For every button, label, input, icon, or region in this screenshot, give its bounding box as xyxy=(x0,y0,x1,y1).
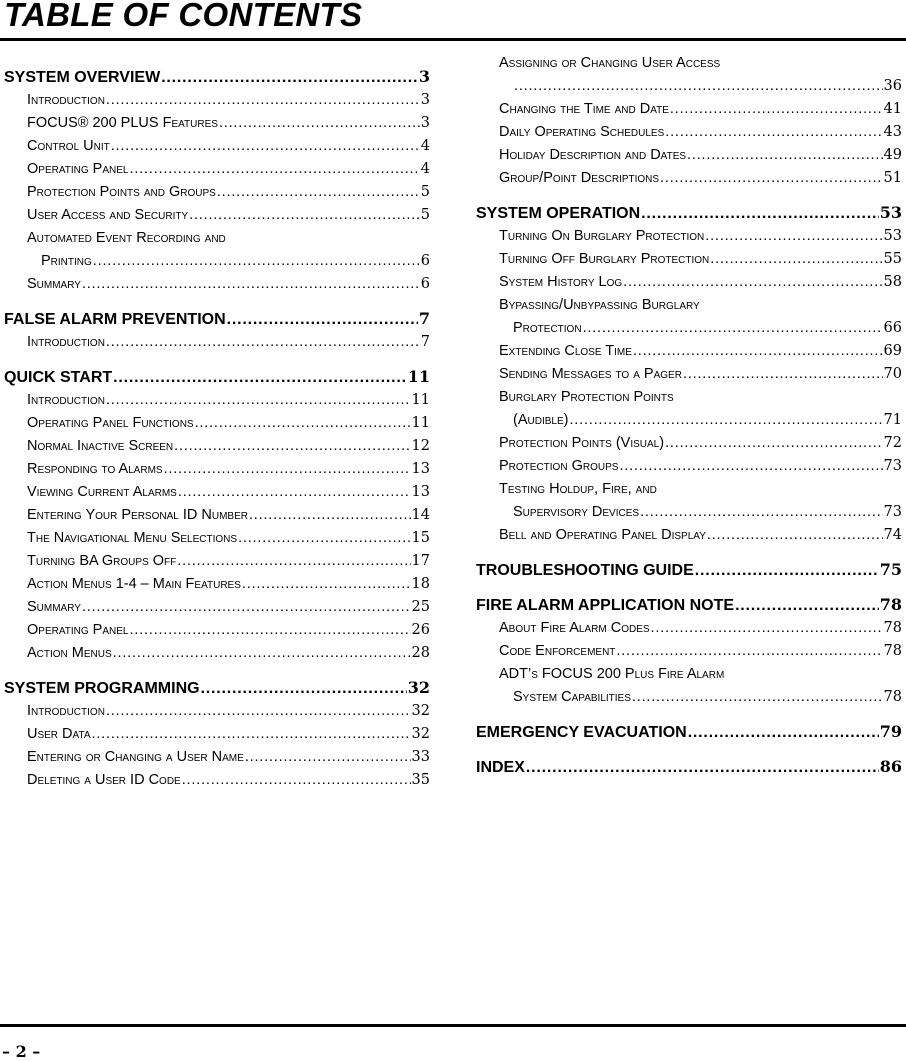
toc-page-number: 79 xyxy=(879,722,902,741)
leader-dots xyxy=(129,619,410,642)
toc-entry[interactable] xyxy=(476,98,902,121)
toc-entry[interactable] xyxy=(4,273,430,296)
leader-dots xyxy=(683,363,883,386)
leader-dots xyxy=(641,202,879,225)
toc-section-entry[interactable] xyxy=(4,676,430,700)
leader-dots xyxy=(707,524,883,547)
toc-entry-label: Turning On Burglary Protection xyxy=(499,228,705,244)
toc-page-number: 73 xyxy=(883,504,902,520)
toc-section-entry[interactable] xyxy=(4,365,430,389)
toc-entry[interactable] xyxy=(476,363,902,386)
toc-entry-label: Action Menus xyxy=(27,645,112,661)
toc-entry[interactable] xyxy=(4,89,430,112)
toc-section-label: INDEX xyxy=(476,759,525,776)
toc-section-label: EMERGENCY EVACUATION xyxy=(476,724,687,741)
toc-page-number: 11 xyxy=(411,392,430,408)
toc-entry-label: Assigning or Changing User Access xyxy=(499,55,721,71)
toc-entry[interactable] xyxy=(4,723,430,746)
bottom-rule xyxy=(0,1024,906,1027)
leader-dots xyxy=(106,89,420,112)
toc-page-number: 58 xyxy=(883,274,902,290)
leader-dots xyxy=(113,642,411,665)
toc-page-number: 86 xyxy=(879,757,902,776)
toc-entry[interactable] xyxy=(4,181,430,204)
toc-entry-label: Introduction xyxy=(27,334,105,350)
toc-section-label: TROUBLESHOOTING GUIDE xyxy=(476,562,694,579)
leader-dots xyxy=(665,121,882,144)
toc-page-number: 78 xyxy=(883,689,902,705)
leader-dots xyxy=(705,225,882,248)
toc-section-entry[interactable] xyxy=(4,307,430,331)
toc-entry-label: Testing Holdup, Fire, and xyxy=(499,481,657,497)
leader-dots xyxy=(177,550,410,573)
toc-entry[interactable] xyxy=(476,121,902,144)
toc-entry[interactable] xyxy=(476,248,902,271)
toc-entry-label: User Access and Security xyxy=(27,207,189,223)
leader-dots xyxy=(182,769,411,792)
toc-entry[interactable] xyxy=(4,504,430,527)
toc-page-number: 5 xyxy=(420,207,430,223)
leader-dots xyxy=(245,746,411,769)
toc-entry-label: Protection Points (Visual) xyxy=(499,435,665,451)
toc-page-number: 72 xyxy=(883,435,902,451)
toc-entry-label: Introduction xyxy=(27,92,105,108)
toc-entry[interactable] xyxy=(4,769,430,792)
toc-entry-label-continued: Protection xyxy=(513,320,582,336)
toc-section-label: SYSTEM OPERATION xyxy=(476,205,641,222)
toc-entry[interactable] xyxy=(4,112,430,135)
toc-section-entry[interactable] xyxy=(476,558,902,582)
toc-entry[interactable] xyxy=(4,135,430,158)
toc-entry-label-continued: Supervisory Devices xyxy=(513,504,640,520)
leader-dots xyxy=(195,412,411,435)
toc-entry[interactable] xyxy=(4,527,430,550)
leader-dots xyxy=(227,308,418,331)
toc-page-number: 74 xyxy=(883,527,902,543)
toc-entry-label: FOCUS® 200 PLUS Features xyxy=(27,115,218,131)
toc-page-number: 3 xyxy=(418,67,430,86)
toc-page-number: 70 xyxy=(883,366,902,382)
leader-dots xyxy=(189,204,420,227)
toc-entry[interactable] xyxy=(476,225,902,248)
toc-entry-label: Summary xyxy=(27,599,81,615)
toc-page-number: 13 xyxy=(411,484,430,500)
toc-page-number: 66 xyxy=(883,320,902,336)
toc-page-number: 32 xyxy=(411,726,430,742)
toc-right-column xyxy=(476,52,902,779)
toc-entry-label: Entering or Changing a User Name xyxy=(27,749,244,765)
toc-entry-label: Operating Panel Functions xyxy=(27,415,194,431)
toc-entry-label: Deleting a User ID Code xyxy=(27,772,181,788)
toc-page-number: 11 xyxy=(407,367,430,386)
toc-page-number: 13 xyxy=(411,461,430,477)
toc-section-entry[interactable] xyxy=(476,593,902,617)
toc-entry[interactable] xyxy=(476,294,902,340)
leader-dots xyxy=(710,248,882,271)
toc-page-number: 41 xyxy=(883,101,902,117)
toc-page-number: 78 xyxy=(883,643,902,659)
toc-page-number: 33 xyxy=(411,749,430,765)
leader-dots xyxy=(249,504,411,527)
toc-entry[interactable] xyxy=(476,617,902,640)
toc-entry-label: Holiday Description and Dates xyxy=(499,147,687,163)
leader-dots xyxy=(92,723,411,746)
leader-dots xyxy=(82,596,411,619)
toc-page-number: 69 xyxy=(883,343,902,359)
toc-entry-label: Bell and Operating Panel Display xyxy=(499,527,706,543)
leader-dots xyxy=(242,573,411,596)
page-title: TABLE OF CONTENTS xyxy=(4,0,363,33)
toc-page-number: 28 xyxy=(411,645,430,661)
toc-entry-label: Control Unit xyxy=(27,138,110,154)
toc-page-number: 7 xyxy=(418,309,430,328)
toc-page-number: 25 xyxy=(411,599,430,615)
leader-dots xyxy=(633,340,883,363)
toc-entry-label: About Fire Alarm Codes xyxy=(499,620,650,636)
leader-dots xyxy=(619,455,882,478)
toc-entry-label: Introduction xyxy=(27,392,105,408)
toc-entry[interactable] xyxy=(4,458,430,481)
toc-page-number: 11 xyxy=(411,415,430,431)
toc-section-label: SYSTEM PROGRAMMING xyxy=(4,680,200,697)
leader-dots xyxy=(735,594,879,617)
toc-entry[interactable] xyxy=(476,663,902,709)
top-rule xyxy=(0,38,906,41)
toc-page-number: 51 xyxy=(883,170,902,186)
toc-entry[interactable] xyxy=(4,435,430,458)
toc-page-number: 17 xyxy=(411,553,430,569)
toc-entry[interactable] xyxy=(476,478,902,524)
toc-entry[interactable] xyxy=(476,52,902,98)
toc-entry-label: Viewing Current Alarms xyxy=(27,484,177,500)
toc-entry-label: Changing the Time and Date xyxy=(499,101,669,117)
toc-page-number: 35 xyxy=(411,772,430,788)
leader-dots xyxy=(111,135,420,158)
toc-page-number: 43 xyxy=(883,124,902,140)
toc-page-number: 49 xyxy=(883,147,902,163)
leader-dots xyxy=(129,158,419,181)
toc-page-number: 18 xyxy=(411,576,430,592)
leader-dots xyxy=(632,686,883,709)
toc-entry[interactable] xyxy=(4,481,430,504)
toc-page-number: 5 xyxy=(420,184,430,200)
toc-page-number: 36 xyxy=(883,78,902,94)
toc-entry[interactable] xyxy=(476,524,902,547)
toc-page-number: 6 xyxy=(420,276,430,292)
toc-page-number: 3 xyxy=(420,92,430,108)
leader-dots xyxy=(623,271,882,294)
toc-page-number: 71 xyxy=(883,412,902,428)
leader-dots xyxy=(217,181,420,204)
toc-entry-label-continued: System Capabilities xyxy=(513,689,631,705)
toc-page-number: 53 xyxy=(883,228,902,244)
leader-dots xyxy=(660,167,883,190)
toc-entry[interactable] xyxy=(4,204,430,227)
toc-entry[interactable] xyxy=(4,573,430,596)
toc-page-number: 4 xyxy=(420,161,430,177)
leader-dots xyxy=(695,559,879,582)
toc-entry-label: ADT’s FOCUS 200 Plus Fire Alarm xyxy=(499,666,725,682)
toc-entry[interactable] xyxy=(4,700,430,723)
toc-entry-label: The Navigational Menu Selections xyxy=(27,530,238,546)
toc-entry[interactable] xyxy=(476,340,902,363)
toc-entry[interactable] xyxy=(4,596,430,619)
toc-page-number: 73 xyxy=(883,458,902,474)
toc-page-number: 32 xyxy=(411,703,430,719)
leader-dots xyxy=(164,458,411,481)
toc-entry[interactable] xyxy=(4,158,430,181)
toc-entry[interactable] xyxy=(4,619,430,642)
leader-dots xyxy=(201,677,407,700)
toc-entry-label: Operating Panel xyxy=(27,622,129,638)
toc-left-column xyxy=(4,65,430,792)
toc-entry[interactable] xyxy=(476,144,902,167)
toc-entry-label: Group/Point Descriptions xyxy=(499,170,660,186)
toc-entry[interactable] xyxy=(476,271,902,294)
toc-page-number: 75 xyxy=(879,560,902,579)
toc-entry[interactable] xyxy=(476,432,902,455)
leader-dots xyxy=(640,501,882,524)
toc-entry-label-continued: Printing xyxy=(41,253,92,269)
toc-entry[interactable] xyxy=(476,386,902,432)
leader-dots xyxy=(106,700,411,723)
toc-section-label: QUICK START xyxy=(4,369,113,386)
toc-entry[interactable] xyxy=(476,640,902,663)
toc-entry[interactable] xyxy=(476,167,902,190)
toc-entry-label: Extending Close Time xyxy=(499,343,632,359)
toc-entry[interactable] xyxy=(4,412,430,435)
toc-entry[interactable] xyxy=(476,455,902,478)
leader-dots xyxy=(93,250,420,273)
leader-dots xyxy=(526,756,879,779)
toc-page-number: 12 xyxy=(411,438,430,454)
leader-dots xyxy=(178,481,411,504)
leader-dots xyxy=(514,75,883,98)
toc-entry-label: Normal Inactive Screen xyxy=(27,438,174,454)
toc-entry-label: Summary xyxy=(27,276,81,292)
toc-page-number: 3 xyxy=(420,115,430,131)
toc-section-label: SYSTEM OVERVIEW xyxy=(4,69,161,86)
toc-page-number: 7 xyxy=(420,334,430,350)
toc-entry[interactable] xyxy=(4,389,430,412)
toc-page-number: 32 xyxy=(407,678,430,697)
leader-dots xyxy=(106,331,420,354)
leader-dots xyxy=(616,640,882,663)
toc-page-number: 53 xyxy=(879,203,902,222)
leader-dots xyxy=(161,66,418,89)
page-number-footer: – 2 – xyxy=(2,1042,41,1061)
toc-entry-label: System History Log xyxy=(499,274,623,290)
toc-entry-label: Turning Off Burglary Protection xyxy=(499,251,710,267)
toc-entry-label: Turning BA Groups Off xyxy=(27,553,177,569)
toc-page-number: 78 xyxy=(883,620,902,636)
leader-dots xyxy=(687,144,883,167)
leader-dots xyxy=(665,432,882,455)
toc-page-number: 26 xyxy=(411,622,430,638)
toc-section-entry[interactable] xyxy=(476,201,902,225)
leader-dots xyxy=(238,527,410,550)
toc-section-label: FALSE ALARM PREVENTION xyxy=(4,311,226,328)
leader-dots xyxy=(113,366,407,389)
toc-page-number: 78 xyxy=(879,595,902,614)
leader-dots xyxy=(174,435,410,458)
toc-entry-label: Operating Panel xyxy=(27,161,129,177)
toc-entry-label: Protection Points and Groups xyxy=(27,184,216,200)
toc-page-number: 15 xyxy=(411,530,430,546)
leader-dots xyxy=(670,98,883,121)
toc-entry-label: Sending Messages to a Pager xyxy=(499,366,682,382)
toc-entry[interactable] xyxy=(4,331,430,354)
toc-entry-label: Action Menus 1-4 – Main Features xyxy=(27,576,241,592)
toc-entry-label: Bypassing/Unbypassing Burglary xyxy=(499,297,700,313)
toc-entry-label: Daily Operating Schedules xyxy=(499,124,665,140)
leader-dots xyxy=(688,721,879,744)
toc-entry-label: Code Enforcement xyxy=(499,643,616,659)
leader-dots xyxy=(583,317,883,340)
leader-dots xyxy=(106,389,411,412)
toc-page-number: 4 xyxy=(420,138,430,154)
toc-entry-label: Burglary Protection Points xyxy=(499,389,674,405)
leader-dots xyxy=(651,617,883,640)
toc-entry[interactable] xyxy=(4,746,430,769)
leader-dots xyxy=(569,409,882,432)
toc-section-entry[interactable] xyxy=(476,720,902,744)
toc-section-entry[interactable] xyxy=(4,65,430,89)
toc-section-label: FIRE ALARM APPLICATION NOTE xyxy=(476,597,735,614)
toc-entry[interactable] xyxy=(4,550,430,573)
toc-entry-label: Introduction xyxy=(27,703,105,719)
toc-section-entry[interactable] xyxy=(476,755,902,779)
toc-entry-label: Protection Groups xyxy=(499,458,619,474)
toc-entry-label: Automated Event Recording and xyxy=(27,230,226,246)
toc-entry-label: User Data xyxy=(27,726,91,742)
leader-dots xyxy=(82,273,420,296)
toc-entry-label: Responding to Alarms xyxy=(27,461,163,477)
toc-entry[interactable] xyxy=(4,642,430,665)
toc-entry-label-continued: (Audible) xyxy=(513,412,569,428)
toc-page-number: 14 xyxy=(411,507,430,523)
toc-entry[interactable] xyxy=(4,227,430,273)
toc-page-number: 6 xyxy=(420,253,430,269)
toc-page-number: 55 xyxy=(883,251,902,267)
leader-dots xyxy=(219,112,420,135)
toc-entry-label: Entering Your Personal ID Number xyxy=(27,507,248,523)
